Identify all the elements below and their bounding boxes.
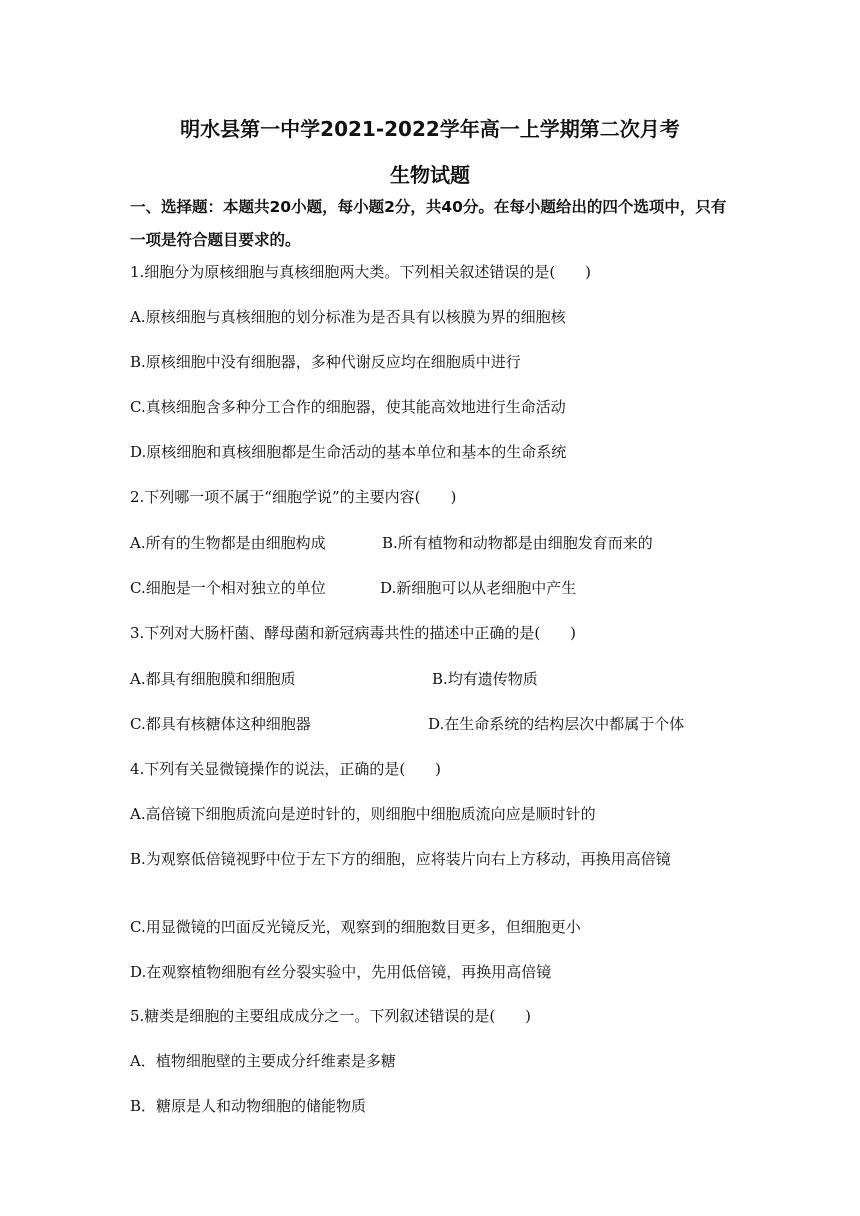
question-3-option-a: A.都具有细胞膜和细胞质 xyxy=(130,670,296,688)
question-2-option-a: A.所有的生物都是由细胞构成 xyxy=(130,534,326,552)
question-1-option-b: B.原核细胞中没有细胞器，多种代谢反应均在细胞质中进行 xyxy=(130,353,521,371)
question-3-option-b: B.均有遗传物质 xyxy=(432,670,538,688)
question-4-stem: 4.下列有关显微镜操作的说法，正确的是( ) xyxy=(130,760,442,778)
question-3-options-row-1 xyxy=(130,667,742,691)
exam-title: 明水县第一中学2021-2022学年高一上学期第二次月考 xyxy=(180,117,680,141)
question-4-option-c: C.用显微镜的凹面反光镜反光，观察到的细胞数目更多，但细胞更小 xyxy=(130,918,581,936)
question-1-option-d: D.原核细胞和真核细胞都是生命活动的基本单位和基本的生命系统 xyxy=(130,443,567,461)
question-2-stem: 2.下列哪一项不属于“细胞学说”的主要内容( ) xyxy=(130,488,457,506)
question-5-option-b: B．糖原是人和动物细胞的储能物质 xyxy=(130,1097,367,1115)
question-1-option-a: A.原核细胞与真核细胞的划分标准为是否具有以核膜为界的细胞核 xyxy=(130,308,566,326)
question-2-option-b: B.所有植物和动物都是由细胞发育而来的 xyxy=(382,534,653,552)
question-5-option-a: A．植物细胞壁的主要成分纤维素是多糖 xyxy=(130,1052,396,1070)
question-2-options-row-1 xyxy=(130,531,742,555)
question-3-option-d: D.在生命系统的结构层次中都属于个体 xyxy=(428,715,685,733)
question-4-option-a: A.高倍镜下细胞质流向是逆时针的，则细胞中细胞质流向应是顺时针的 xyxy=(130,805,596,823)
question-2-option-d: D.新细胞可以从老细胞中产生 xyxy=(380,579,577,597)
section-heading: 一、选择题：本题共20小题，每小题2分，共40分。在每小题给出的四个选项中，只有一项是符合题目要求的。 xyxy=(130,198,727,249)
question-3-option-c: C.都具有核糖体这种细胞器 xyxy=(130,715,311,733)
question-3-stem: 3.下列对大肠杆菌、酵母菌和新冠病毒共性的描述中正确的是( ) xyxy=(130,624,577,642)
question-2-option-c: C.细胞是一个相对独立的单位 xyxy=(130,579,326,597)
question-1-stem: 1.细胞分为原核细胞与真核细胞两大类。下列相关叙述错误的是( ) xyxy=(130,263,592,281)
exam-subtitle: 生物试题 xyxy=(390,163,470,187)
question-5-stem: 5.糖类是细胞的主要组成成分之一。下列叙述错误的是( ) xyxy=(130,1007,532,1025)
question-3-options-row-2 xyxy=(130,712,742,736)
question-2-options-row-2 xyxy=(130,576,742,600)
question-4-option-b: B.为观察低倍镜视野中位于左下方的细胞，应将装片向右上方移动，再换用高倍镜 xyxy=(130,850,671,868)
question-1-option-c: C.真核细胞含多种分工合作的细胞器，使其能高效地进行生命活动 xyxy=(130,398,566,416)
question-4-option-d: D.在观察植物细胞有丝分裂实验中，先用低倍镜，再换用高倍镜 xyxy=(130,963,552,981)
